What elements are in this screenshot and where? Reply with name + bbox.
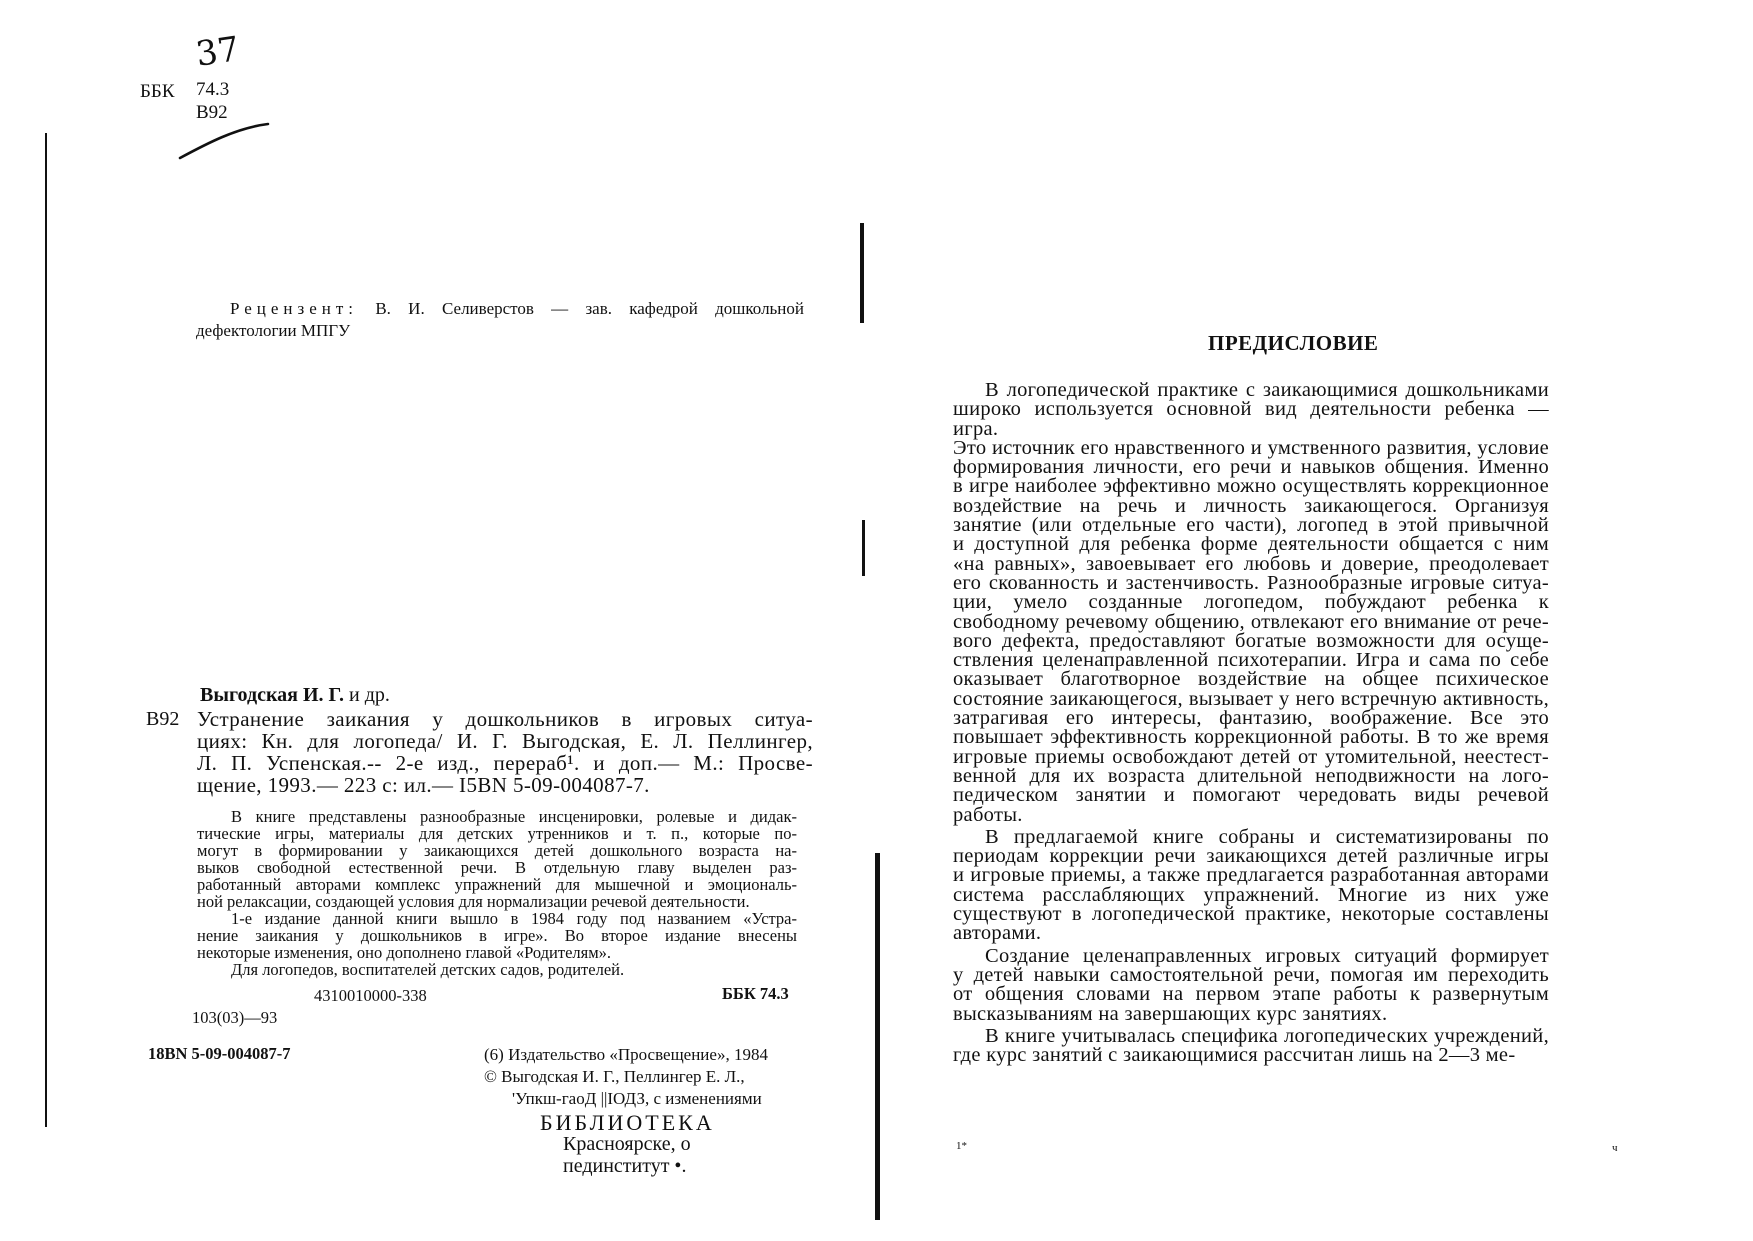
edition-line: 1-е издание данной книги вышло в 1984 году под названием «Устра- xyxy=(231,909,797,928)
text-line: формирования личности, его речи и навыков общения. Именно xyxy=(953,456,1549,479)
text-line: Это источник его нравственного и умственного развития, условие xyxy=(953,436,1549,459)
text-line: Создание целенаправленных игровых ситуаций формирует xyxy=(985,944,1549,967)
handwritten-number: 37 xyxy=(193,29,242,75)
audience-line: Для логопедов, воспитателей детских садов, родителей. xyxy=(231,960,625,979)
text-line: ствления целенаправленной психотерапии. Игра и сама по себе xyxy=(953,649,1549,672)
reviewer-line xyxy=(230,297,804,321)
text-line: игровые приемы освобождают детей от утомительной, неестест- xyxy=(953,745,1549,768)
isbn-value: 18BN 5-09-004087-7 xyxy=(148,1044,291,1063)
text-line: и игровые приемы, а также предлагается разработанная авторами xyxy=(953,864,1549,887)
text-line: ции, умело созданные логопедом, побуждают ребенка к xyxy=(953,591,1549,614)
citation-line: щение, 1993.— 223 с: ил.— I5BN 5-09-004087-7. xyxy=(197,773,650,797)
paragraph-1 xyxy=(953,381,1549,825)
text-line: система расслабляющих упражнений. Многие из них уже xyxy=(953,883,1549,906)
catalog-code: В92 xyxy=(146,708,180,730)
bbk-bottom: ББК 74.3 xyxy=(722,984,789,1003)
isbn xyxy=(148,1044,291,1064)
paragraph-4 xyxy=(953,1024,1549,1067)
annotation-line: тические игры, материалы для детских утренников и т. п., которые по- xyxy=(197,824,797,843)
text-line: оказывает благотворное воздействие на общее психическое xyxy=(953,668,1549,691)
library-stamp: БИБЛИОТЕКА xyxy=(540,1110,715,1135)
spine-line-bottom xyxy=(875,853,880,1220)
text-line: свободному речевому общению, отвлекают его внимание от рече- xyxy=(953,610,1549,633)
text-line: В логопедической практике с заикающимися дошкольниками xyxy=(985,379,1549,401)
text-line: у детей навыки самостоятельной речи, помогая им переходить xyxy=(953,963,1549,986)
citation-line: Устранение заикания у дошкольников в игровых ситуа- xyxy=(197,707,813,731)
citation xyxy=(197,708,813,796)
copyright-line: © Выгодская И. Г., Пеллингер Е. Л., xyxy=(484,1067,745,1086)
text-line: от общения словами на первом этапе работы к развернутым xyxy=(953,983,1549,1006)
series-code: 103(03)—93 xyxy=(192,1008,278,1027)
citation-line: циях: Кн. для логопеда/ И. Г. Выгодская, Е. Л. Пеллингер, xyxy=(197,729,813,753)
preface-text xyxy=(953,381,1549,1065)
text-line: затрагивая его интересы, фантазию, воображение. Все это xyxy=(953,707,1549,730)
reviewer-label: Рецензент: xyxy=(230,299,359,318)
annotation-line: ной релаксации, создающей условия для нормализации речевой деятельности. xyxy=(197,892,750,911)
annotation-line: В книге представлены разнообразные инсценировки, ролевые и дидак- xyxy=(231,807,797,826)
bbk-code: 74.3 xyxy=(196,79,230,100)
author-mark: В92 xyxy=(196,102,228,123)
page-title: ПРЕДИСЛОВИЕ xyxy=(1208,331,1379,355)
edition-line: некоторые изменения, оно дополнено главой «Родителям». xyxy=(197,943,612,962)
text-line: в игре наиболее эффективно можно осуществлять коррекционное xyxy=(953,475,1549,498)
text-line: «на равных», завоевывает его любовь и доверие, преодолевает xyxy=(953,552,1549,575)
edition-line: нение заикания у дошкольников в игре». Во второе издание внесены xyxy=(197,926,797,945)
annotation-line: выков свободной естественной речи. В отдельную главу выделен раз- xyxy=(197,858,797,877)
annotation-line: работанный авторами комплекс упражнений для мышечной и эмоциональ- xyxy=(197,875,797,894)
numeric-code: 4310010000-338 xyxy=(314,986,427,1005)
text-line: занятие (или отдельные его части), логопед в этой привычной xyxy=(953,514,1549,537)
text-line: где курс занятий с заикающимися рассчитан лишь на 2—3 ме- xyxy=(953,1044,1516,1067)
copyright-line: (6) Издательство «Просвещение», 1984 xyxy=(484,1045,768,1064)
page-mark-left: 1* xyxy=(956,1140,967,1152)
paragraph-3 xyxy=(953,944,1549,1025)
text-line: В предлагаемой книге собраны и систематизированы по xyxy=(985,825,1549,848)
text-line: педическом занятии и помогают чередовать виды речевой xyxy=(953,784,1549,807)
left-margin-line xyxy=(45,133,47,1127)
author-rest: и др. xyxy=(344,684,390,706)
copyright-line: 'Упкш-гаоД ||ІОДЗ, с изменениями xyxy=(512,1089,762,1108)
annotation xyxy=(197,808,797,978)
paragraph-2 xyxy=(953,825,1549,945)
text-line: высказываниям на завершающих курс занятиях. xyxy=(953,1002,1388,1025)
copyright-block xyxy=(484,1044,768,1110)
text-line: состояние заикающегося, вызывает у него встречную активность, xyxy=(953,687,1549,710)
text-line: воздействие на речь и личность заикающегося. Организуя xyxy=(953,494,1549,517)
annotation-line: могут в формировании у заикающихся детей дошкольного возраста на- xyxy=(197,841,797,860)
text-line: его скованность и застенчивость. Разнообразные игровые ситуа- xyxy=(953,571,1549,594)
author-name: Выгодская И. Г. xyxy=(200,684,345,706)
text-line: периодам коррекции речи заикающихся детей различные игры xyxy=(953,845,1549,868)
text-line: венной для их возраста длительной неподвижности на лого- xyxy=(953,764,1549,787)
text-line: и доступной для ребенка форме деятельности общается с ним xyxy=(953,533,1549,556)
spine-line-middle xyxy=(862,520,865,576)
text-line: широко используется основной вид деятельности ребенка — игра. xyxy=(953,398,1549,440)
text-line: повышает эффективность коррекционной работы. В то же время xyxy=(953,726,1549,749)
text-line: работы. xyxy=(953,803,1023,826)
bbk-label: ББК xyxy=(140,81,175,102)
library-institute: пединститут •. xyxy=(563,1155,687,1177)
text-line: авторами. xyxy=(953,922,1042,945)
text-line: вого дефекта, предоставляют богатые возможности для осуще- xyxy=(953,629,1549,652)
handwritten-stroke xyxy=(176,118,272,162)
reviewer-name: В. И. Селиверстов — зав. кафедрой дошкольной xyxy=(375,299,804,318)
reviewer-continuation: дефектологии МПГУ xyxy=(196,321,351,340)
page-mark-right: ч xyxy=(1612,1142,1618,1154)
library-city: Красноярске, о xyxy=(563,1133,691,1155)
text-line: существуют в логопедической практике, некоторые составлены xyxy=(953,903,1549,926)
spine-line-top xyxy=(860,223,864,323)
citation-line: Л. П. Успенская.-- 2-е изд., перераб¹. и доп.— М.: Просве- xyxy=(197,751,813,775)
author-heading xyxy=(200,684,390,707)
text-line: В книге учитывалась специфика логопедических учреждений, xyxy=(985,1024,1549,1047)
